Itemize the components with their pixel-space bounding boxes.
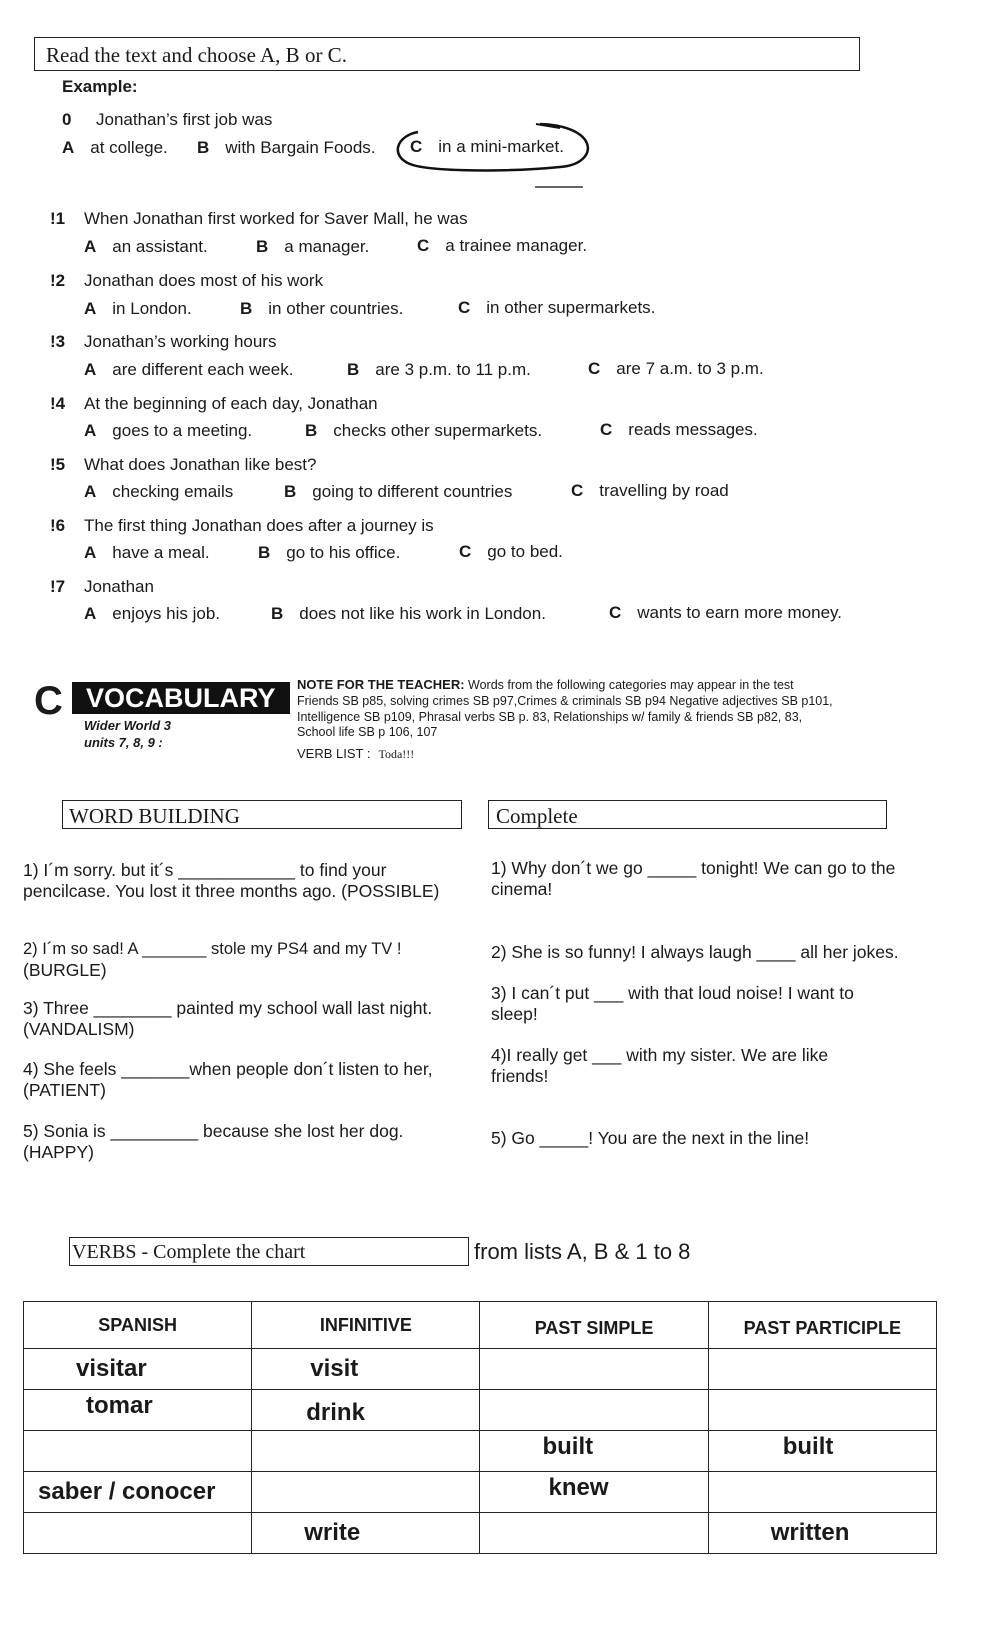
instruction-text: Read the text and choose A, B or C. [46, 43, 347, 67]
complete-item-3: 3) I can´t put ___ with that loud noise! I want to sleep! [491, 983, 854, 1024]
question-3: !3 Jonathan’s working hours [50, 332, 277, 351]
teacher-note-line1: NOTE FOR THE TEACHER: Words from the following categories may appear in the test [297, 677, 794, 692]
table-row [24, 1472, 937, 1513]
word-building-item-1: 1) I´m sorry. but it´s ____________ to find your pencilcase. You lost it three months ago. (POSSIBLE) [23, 860, 440, 901]
question-4: !4 At the beginning of each day, Jonathan [50, 394, 378, 413]
q3-option-b: B are 3 p.m. to 11 p.m. [347, 360, 531, 379]
cell-past-simple: built [480, 1431, 708, 1472]
table-row [24, 1513, 937, 1554]
q5-option-a: A checking emails [84, 482, 234, 501]
cell-past-simple[interactable] [480, 1390, 708, 1431]
q7-option-b: B does not like his work in London. [271, 604, 546, 623]
complete-item-5: 5) Go _____! You are the next in the line! [491, 1128, 810, 1148]
header-past-participle: PAST PARTICIPLE [708, 1302, 936, 1349]
header-spanish: SPANISH [24, 1302, 252, 1349]
question-7: !7 Jonathan [50, 577, 154, 596]
q3-option-a: A are different each week. [84, 360, 294, 379]
table-row [24, 1390, 937, 1431]
vocabulary-title: VOCABULARY [86, 683, 276, 713]
cell-infinitive: visit [252, 1349, 480, 1390]
header-infinitive: INFINITIVE [252, 1302, 480, 1349]
word-building-item-5: 5) Sonia is _________ because she lost her dog. (HAPPY) [23, 1121, 404, 1162]
question-2: !2 Jonathan does most of his work [50, 271, 324, 290]
cell-spanish: visitar [24, 1349, 252, 1390]
cell-infinitive: write [252, 1513, 480, 1554]
cell-spanish: saber / conocer [24, 1472, 252, 1513]
teacher-note-label: NOTE FOR THE TEACHER: [297, 677, 465, 692]
q6-option-b: B go to his office. [258, 543, 401, 562]
word-building-item-4: 4) She feels _______when people don´t listen to her, (PATIENT) [23, 1059, 433, 1100]
cell-past-participle: written [708, 1513, 936, 1554]
cell-spanish[interactable] [24, 1431, 252, 1472]
example-option-a: A at college. [62, 138, 168, 157]
complete-item-1: 1) Why don´t we go _____ tonight! We can go to the cinema! [491, 858, 896, 899]
question-1: !1 When Jonathan first worked for Saver Mall, he was [50, 209, 468, 228]
q5-option-b: B going to different countries [284, 482, 513, 501]
q2-option-b: B in other countries. [240, 299, 404, 318]
q4-option-a: A goes to a meeting. [84, 421, 253, 440]
teacher-note-line4: School life SB p 106, 107 [297, 725, 438, 739]
cell-spanish[interactable] [24, 1513, 252, 1554]
q7-option-c: C wants to earn more money. [609, 603, 843, 622]
word-building-item-3: 3) Three ________ painted my school wall last night. (VANDALISM) [23, 998, 433, 1039]
units: units 7, 8, 9 : [84, 735, 163, 750]
verb-list [297, 745, 414, 763]
cell-spanish: tomar [24, 1390, 252, 1431]
answer-circle [390, 112, 600, 192]
table-header-row [24, 1302, 937, 1349]
q1-option-c: C a trainee manager. [417, 236, 588, 255]
cell-past-participle: built [708, 1431, 936, 1472]
cell-past-simple[interactable] [480, 1349, 708, 1390]
q6-option-c: C go to bed. [459, 542, 563, 561]
q6-option-a: A have a meal. [84, 543, 210, 562]
q5-option-c: C travelling by road [571, 481, 729, 500]
q4-option-c: C reads messages. [600, 420, 758, 439]
section-letter: C [34, 679, 63, 723]
cell-past-participle[interactable] [708, 1472, 936, 1513]
book-name: Wider World 3 [84, 718, 172, 733]
cell-infinitive[interactable] [252, 1431, 480, 1472]
cell-past-simple: knew [480, 1472, 708, 1513]
q3-option-c: C are 7 a.m. to 3 p.m. [588, 359, 764, 378]
example-question [62, 110, 272, 130]
verb-list-label: VERB LIST : [297, 746, 371, 761]
cell-infinitive: drink [252, 1390, 480, 1431]
q2-option-a: A in London. [84, 299, 192, 318]
word-building-title: WORD BUILDING [69, 804, 240, 828]
vocabulary-banner [72, 682, 290, 714]
example-question-text: Jonathan’s first job was [96, 110, 273, 129]
verbs-title: VERBS - Complete the chart [72, 1241, 306, 1263]
verbs-table [23, 1301, 937, 1554]
example-label: Example: [62, 77, 138, 96]
table-row [24, 1349, 937, 1390]
complete-item-4: 4)I really get ___ with my sister. We are like friends! [491, 1045, 829, 1086]
q7-option-a: A enjoys his job. [84, 604, 221, 623]
q2-option-c: C in other supermarkets. [458, 298, 656, 317]
q4-option-b: B checks other supermarkets. [305, 421, 543, 440]
teacher-note-line3: Intelligence SB p109, Phrasal verbs SB p. 83, Relationships w/ family & friends SB p82, 83, [297, 710, 803, 724]
example-option-c: C in a mini-market. [410, 137, 564, 156]
example-number: 0 [62, 110, 72, 129]
question-5: !5 What does Jonathan like best? [50, 455, 317, 474]
q1-option-a: A an assistant. [84, 237, 208, 256]
verbs-subtitle: from lists A, B & 1 to 8 [474, 1239, 691, 1264]
teacher-note-line2: Friends SB p85, solving crimes SB p97,Crimes & criminals SB p94 Negative adjectives SB p101, [297, 694, 833, 708]
cell-past-simple[interactable] [480, 1513, 708, 1554]
q1-option-b: B a manager. [256, 237, 370, 256]
cell-past-participle[interactable] [708, 1349, 936, 1390]
question-6: !6 The first thing Jonathan does after a journey is [50, 516, 434, 535]
table-row [24, 1431, 937, 1472]
header-past-simple: PAST SIMPLE [480, 1302, 708, 1349]
cell-past-participle[interactable] [708, 1390, 936, 1431]
complete-item-2: 2) She is so funny! I always laugh ____ all her jokes. [491, 942, 899, 962]
word-building-item-2: 2) I´m so sad! A _______ stole my PS4 and my TV ! (BURGLE) [23, 940, 402, 980]
example-option-b: B with Bargain Foods. [197, 138, 376, 157]
cell-infinitive[interactable] [252, 1472, 480, 1513]
verb-list-value: Toda!!! [378, 747, 415, 761]
complete-title: Complete [496, 804, 578, 828]
